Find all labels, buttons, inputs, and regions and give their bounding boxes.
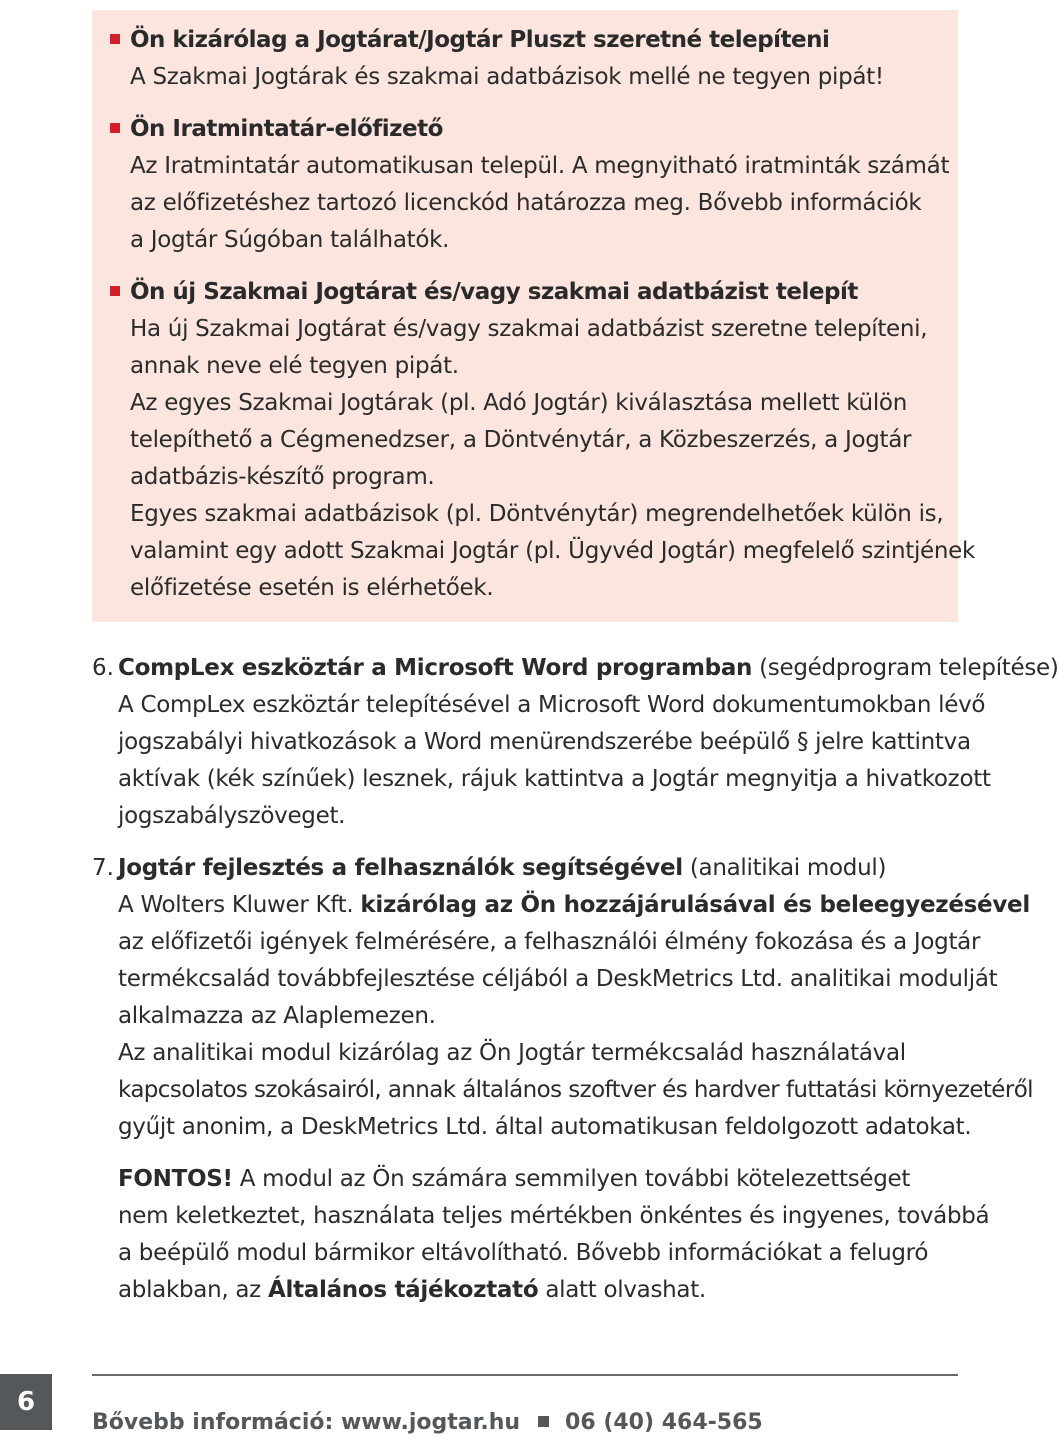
note-text-suffix: alatt olvashat. [538, 1277, 706, 1303]
section-text-prefix: A Wolters Kluwer Kft. [118, 892, 361, 918]
footer-phone: 06 (40) 464-565 [565, 1410, 763, 1435]
bullet-text-line: valamint egy adott Szakmai Jogtár (pl. Ügyvéd Jogtár) megfelelő szintjének [130, 538, 976, 564]
bullet-heading: Ön kizárólag a Jogtárat/Jogtár Pluszt szeretné telepíteni [130, 27, 830, 53]
section-text-line: A CompLex eszköztár telepítésével a Microsoft Word dokumentumokban lévő [118, 692, 986, 718]
section-text-line: jogszabályi hivatkozások a Word menürendszerébe beépülő § jelre kattintva [118, 729, 971, 755]
bullet-heading: Ön új Szakmai Jogtárat és/vagy szakmai adatbázist telepít [130, 279, 858, 305]
consent-emphasis: kizárólag az Ön hozzájárulásával és beleegyezésével [360, 892, 1030, 918]
main-content [92, 650, 1059, 1309]
bullet-text-line: a Jogtár Súgóban találhatók. [130, 227, 450, 253]
section-title-suffix: (segédprogram telepítése) [752, 655, 1059, 681]
section-text-line: jogszabályszöveget. [118, 803, 346, 829]
square-separator-icon [538, 1416, 549, 1427]
section-title: Jogtár fejlesztés a felhasználók segítségével [118, 855, 683, 881]
footer-divider [92, 1374, 958, 1376]
section-text-line: az előfizetői igények felmérésére, a felhasználói élmény fokozása és a Jogtár [118, 929, 981, 955]
section-text-line: alkalmazza az Alaplemezen. [118, 1003, 436, 1029]
section-number: 6. [92, 655, 114, 681]
section-text-line: Az analitikai modul kizárólag az Ön Jogtár termékcsalád használatával [118, 1040, 906, 1066]
bullet-text-line: az előfizetéshez tartozó licenckód határozza meg. Bővebb információk [130, 190, 922, 216]
bullet-item-only-jogtar [130, 22, 958, 96]
bullet-item-iratmintatar [130, 111, 958, 259]
note-text-line: nem keletkeztet, használata teljes mértékben önkéntes és ingyenes, továbbá [118, 1203, 990, 1229]
bullet-item-szakmai-jogtar [130, 274, 976, 607]
note-text-prefix: ablakban, az [118, 1277, 268, 1303]
note-text-line: a beépülő modul bármikor eltávolítható. Bővebb információkat a felugró [118, 1240, 929, 1266]
bullet-text-line: előfizetése esetén is elérhetőek. [130, 575, 494, 601]
section-analytics-module [92, 850, 1033, 1146]
section-complex-toolbar [92, 650, 1059, 835]
bullet-text-line: Ha új Szakmai Jogtárat és/vagy szakmai adatbázist szeretne telepíteni, [130, 316, 928, 342]
page-number: 6 [0, 1374, 52, 1430]
square-bullet-icon [110, 123, 120, 133]
important-note [92, 1161, 990, 1309]
section-title: CompLex eszköztár a Microsoft Word programban [118, 655, 753, 681]
bullet-heading: Ön Iratmintatár-előfizető [130, 116, 443, 142]
section-text-line: aktívak (kék színűek) lesznek, rájuk kattintva a Jogtár megnyitja a hivatkozott [118, 766, 991, 792]
bullet-text-line: annak neve elé tegyen pipát. [130, 353, 459, 379]
square-bullet-icon [110, 34, 120, 44]
bullet-text-line: adatbázis-készítő program. [130, 464, 435, 490]
section-text-line: kapcsolatos szokásairól, annak általános szoftver és hardver futtatási környezetéről [118, 1077, 1033, 1103]
footer-info [92, 1406, 763, 1440]
info-box [92, 10, 976, 622]
square-bullet-icon [110, 286, 120, 296]
section-text-line: gyűjt anonim, a DeskMetrics Ltd. által automatikusan feldolgozott adatokat. [118, 1114, 972, 1140]
section-number: 7. [92, 855, 114, 881]
bullet-text-line: Egyes szakmai adatbázisok (pl. Döntvénytár) megrendelhetőek külön is, [130, 501, 944, 527]
note-text: A modul az Ön számára semmilyen további kötelezettséget [232, 1166, 911, 1192]
bullet-text-line: telepíthető a Cégmenedzser, a Döntvénytár, a Közbeszerzés, a Jogtár [130, 427, 912, 453]
footer-website: Bővebb információ: www.jogtar.hu [92, 1410, 521, 1435]
section-title-suffix: (analitikai modul) [682, 855, 887, 881]
bullet-text-line: Az Iratmintatár automatikusan települ. A megnyitható iratminták számát [130, 153, 950, 179]
general-info-reference: Általános tájékoztató [267, 1277, 539, 1303]
note-label: FONTOS! [118, 1166, 233, 1192]
bullet-text-line: Az egyes Szakmai Jogtárak (pl. Adó Jogtár) kiválasztása mellett külön [130, 390, 907, 416]
bullet-text-line: A Szakmai Jogtárak és szakmai adatbázisok mellé ne tegyen pipát! [130, 64, 884, 90]
section-text-line: termékcsalád továbbfejlesztése céljából a DeskMetrics Ltd. analitikai modulját [118, 966, 998, 992]
